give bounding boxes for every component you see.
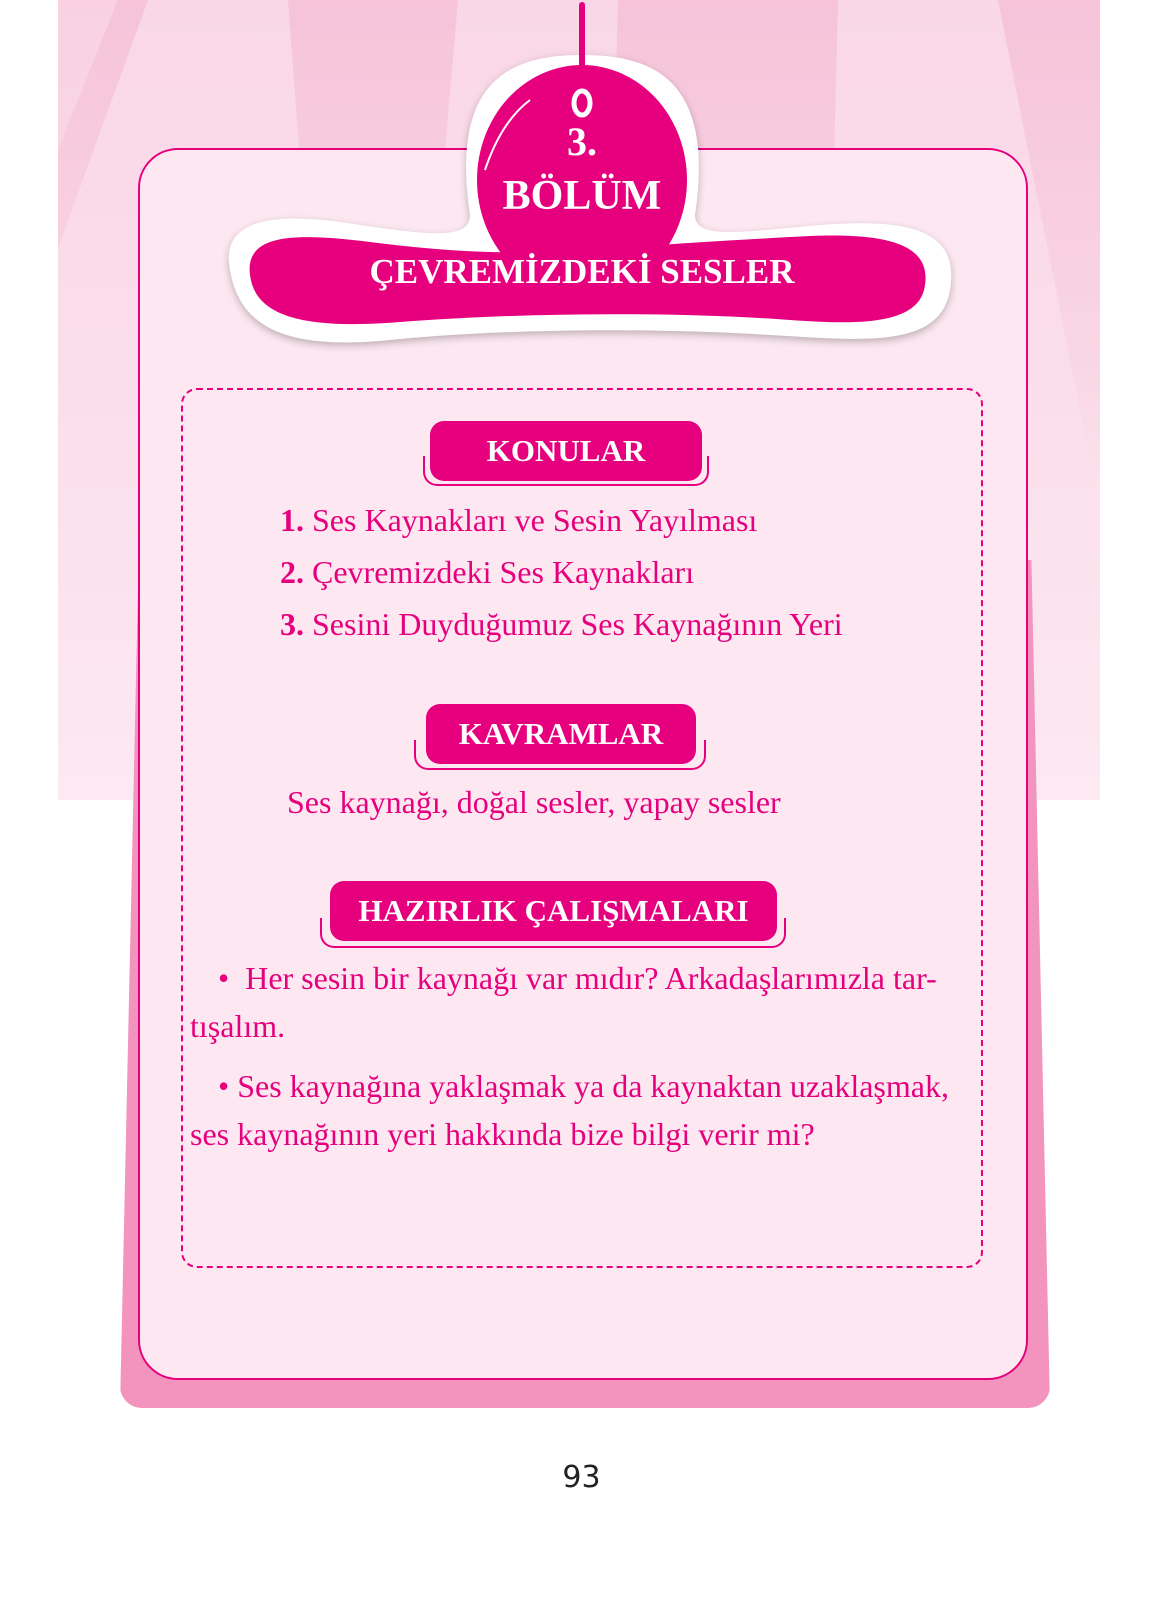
question-item: • Ses kaynağına yaklaşmak ya da kaynaktan uzaklaşmak, [218, 1068, 949, 1104]
string-line [579, 2, 585, 74]
bullet-icon: • [218, 960, 230, 996]
question-continuation: ses kaynağının yeri hakkında bize bilgi verir mi? [190, 1116, 815, 1152]
konular-heading: KONULAR [430, 421, 702, 481]
question-continuation: tışalım. [190, 1008, 286, 1044]
topic-item: 1. Ses Kaynakları ve Sesin Yayılması [280, 502, 758, 538]
chapter-number: 3. [567, 119, 597, 164]
chapter-label: BÖLÜM [502, 173, 662, 219]
page-number: 93 [562, 1460, 601, 1495]
topic-item: 2. Çevremizdeki Ses Kaynakları [280, 554, 695, 590]
question-item: • Her sesin bir kaynağı var mıdır? Arkadaşlarımızla tar- [218, 960, 937, 996]
bullet-icon: • [218, 1068, 230, 1104]
chapter-title: ÇEVREMİZDEKİ SESLER [369, 252, 795, 291]
hazirlik-heading: HAZIRLIK ÇALIŞMALARI [330, 881, 777, 941]
kavramlar-heading: KAVRAMLAR [426, 704, 696, 764]
concepts-text: Ses kaynağı, doğal sesler, yapay sesler [287, 784, 781, 820]
topic-item: 3. Sesini Duyduğumuz Ses Kaynağının Yeri [280, 606, 843, 642]
